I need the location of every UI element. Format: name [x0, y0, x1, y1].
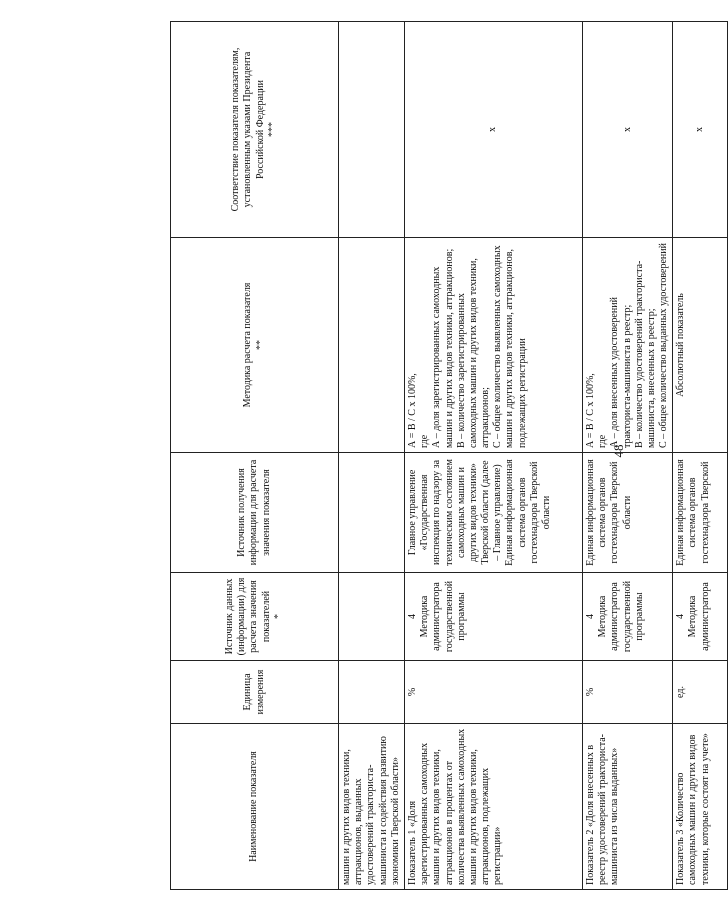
- method-formula: А = В / С x 100%,: [584, 373, 596, 448]
- header-unit: Единица измерения: [171, 661, 339, 724]
- header-data-source-mark: *: [272, 614, 284, 619]
- page-number: 48: [611, 444, 626, 458]
- header-data-source-label: Источник данных (информации) для расчета значения показателей: [224, 577, 272, 656]
- table-row: [582, 22, 672, 890]
- cell-data-source: [404, 573, 582, 661]
- cell-info-source: Единая информационная система органов гостехнадзора Тверской: [673, 453, 728, 573]
- cell-compliance: [339, 22, 405, 238]
- cell-data-source-num: 4: [675, 614, 687, 619]
- header-compliance-label: Соответствие показателя показателям, установленным указами Президента Российской Федерации: [230, 47, 266, 212]
- table-row: [404, 22, 582, 890]
- cell-unit: %: [582, 661, 672, 724]
- cell-data-source: [339, 573, 405, 661]
- header-method: [171, 238, 339, 453]
- cell-compliance: x: [673, 22, 728, 238]
- header-name: Наименование показателя: [171, 724, 339, 890]
- cell-name: Показатель 2 «Доля внесенных в реестр удостоверений тракториста-машиниста из числа выданных»: [582, 724, 672, 890]
- method-a: А – доля зарегистрированных самоходных машин и других видов техники, аттракционов;: [431, 248, 455, 448]
- header-method-label: Методика расчета показателя: [242, 282, 254, 408]
- cell-method: [339, 238, 405, 453]
- cell-method: Абсолютный показатель: [673, 238, 728, 453]
- cell-info-source: [339, 453, 405, 573]
- cell-data-source-num: 4: [406, 614, 418, 619]
- header-compliance: [171, 22, 339, 238]
- method-b: В – количество зарегистрированных самоходных машин и других видов техники, аттракционов;: [455, 258, 492, 448]
- cell-info-source: Главное управление «Государственная инспекция по надзору за техническим состоянием самоходных машин и других видов техники» Тверской области (далее – Главное управление) Единая информационная система органов гостехнадзора Тверской области: [404, 453, 582, 573]
- header-method-mark: **: [254, 340, 266, 350]
- cell-method: [404, 238, 582, 453]
- cell-data-source-text: Методика администратора государственной программы: [597, 580, 645, 653]
- cell-method: [582, 238, 672, 453]
- cell-data-source-text: Методика администратора государственной программы: [419, 580, 467, 653]
- cell-data-source-text: Методика администратора: [687, 582, 711, 651]
- cell-unit: ед.: [673, 661, 728, 724]
- method-formula: А = В / С x 100%,: [406, 373, 418, 448]
- method-c: С – общее количество выявленных самоходных машин и других видов техники, аттракционов, подлежащих регистрации: [492, 245, 528, 448]
- method-b: В – количество удостоверений тракториста-машиниста, внесенных в реестр;: [633, 260, 657, 448]
- cell-name: Показатель 1 «Доля зарегистрированных самоходных машин и других видов техники, аттракционов в процентах от количества выявленных самоходных машин и других видов техники, аттракционов, подлежащих регистрации»: [404, 724, 582, 890]
- method-a: А – доля внесенных удостоверений тракториста-машиниста в реестр;: [609, 297, 633, 448]
- cell-unit: %: [404, 661, 582, 724]
- header-compliance-mark: ***: [266, 122, 278, 137]
- cell-data-source: [673, 573, 728, 661]
- cell-data-source: [582, 573, 672, 661]
- method-where: где: [419, 434, 431, 448]
- cell-compliance: x: [582, 22, 672, 238]
- cell-name: машин и других видов техники, аттракционов, выданных удостоверений тракториста-машиниста и содействия развитию экономики Тверской области»: [339, 724, 405, 890]
- method-where: где: [597, 434, 609, 448]
- cell-data-source-num: 4: [584, 614, 596, 619]
- table-header-row: [171, 22, 339, 890]
- cell-info-source: Единая информационная система органов гостехнадзора Тверской области: [582, 453, 672, 573]
- table-row: [673, 22, 728, 890]
- table-row: [339, 22, 405, 890]
- cell-unit: [339, 661, 405, 724]
- indicators-table: [170, 21, 728, 890]
- cell-name: Показатель 3 «Количество самоходных машин и других видов техники, которые состоят на учете»: [673, 724, 728, 890]
- header-info-source: Источник получения информации для расчета значения показателя: [171, 453, 339, 573]
- header-data-source: [171, 573, 339, 661]
- method-c: С – общее количество выданных удостоверений: [658, 243, 670, 448]
- cell-compliance: x: [404, 22, 582, 238]
